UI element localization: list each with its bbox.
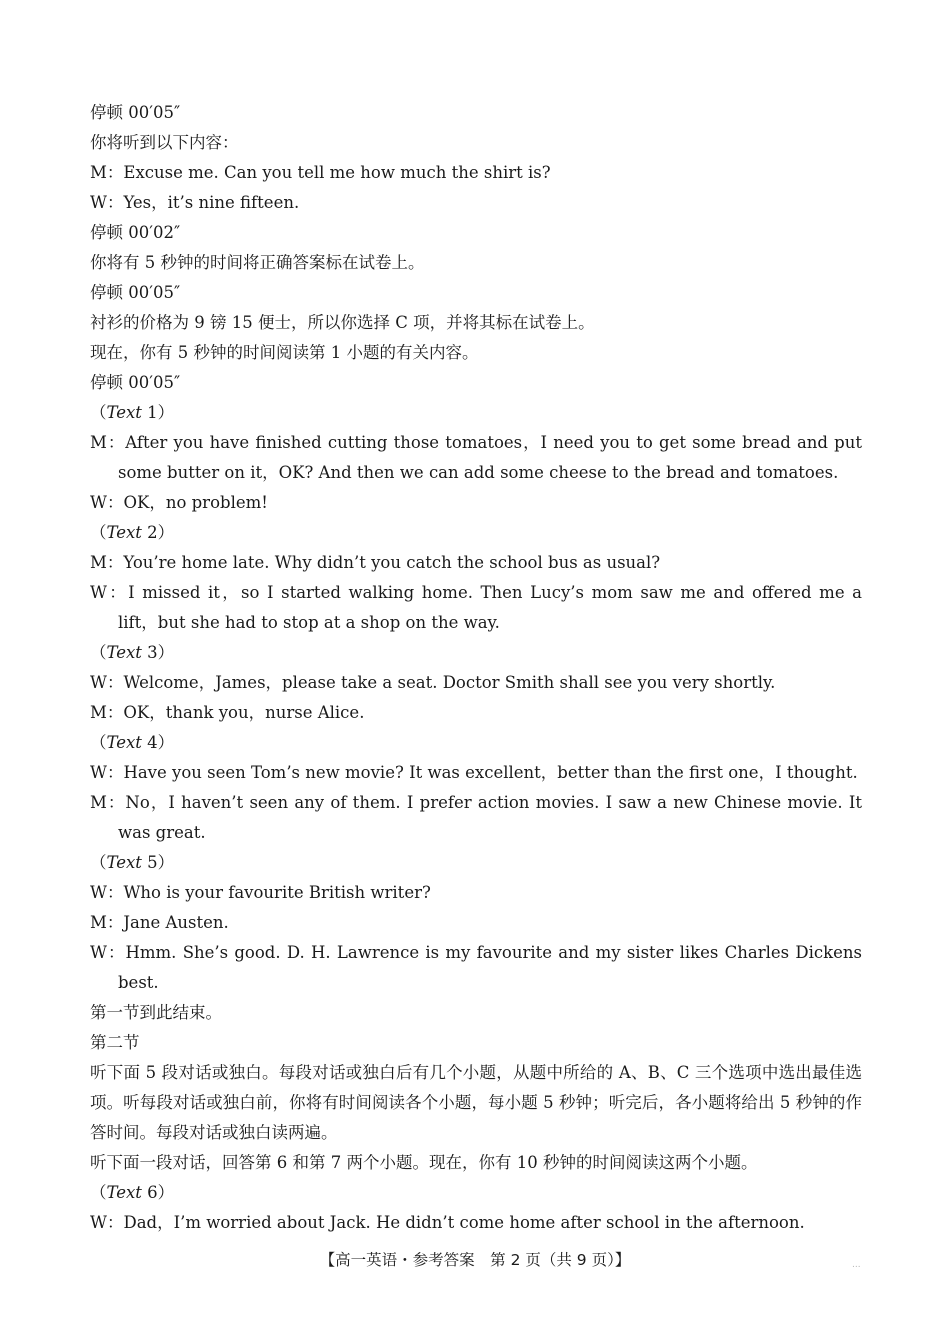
- text-label: （Text 5）: [90, 853, 175, 872]
- dialogue-line: W：I missed it，so I started walking home. Then Lucy’s mom saw me and offered me a lift，but she had to stop at a shop on the way.: [90, 583, 862, 632]
- pause-marker: 停顿 00′02″: [90, 223, 181, 242]
- section-end: 第一节到此结束。: [90, 1003, 222, 1022]
- document-body: [90, 98, 862, 1238]
- text-label-word: Text: [106, 733, 142, 752]
- instruction-line: 听下面一段对话，回答第 6 和第 7 两个小题。现在，你有 10 秒钟的时间阅读这两个小题。: [90, 1153, 758, 1172]
- dialogue-line: W：Who is your favourite British writer?: [90, 883, 431, 902]
- text-label: （Text 3）: [90, 643, 175, 662]
- text-label-word: Text: [106, 643, 142, 662]
- text-label: （Text 1）: [90, 403, 175, 422]
- section-instructions: 听下面 5 段对话或独白。每段对话或独白后有几个小题，从题中所给的 A、B、C 三个选项中选出最佳选项。听每段对话或独白前，你将有时间阅读各个小题，每小题 5 秒钟；听完后，各小题将给出 5 秒钟的作答时间。每段对话或独白读两遍。: [90, 1063, 862, 1142]
- text-label: （Text 2）: [90, 523, 175, 542]
- instruction-line: 现在，你有 5 秒钟的时间阅读第 1 小题的有关内容。: [90, 343, 479, 362]
- dialogue-line: M：After you have finished cutting those tomatoes，I need you to get some bread and put some butter on it，OK? And then we can add some cheese to the bread and tomatoes.: [90, 433, 862, 482]
- text-label-word: Text: [106, 523, 142, 542]
- instruction-line: 衬衫的价格为 9 镑 15 便士，所以你选择 C 项，并将其标在试卷上。: [90, 313, 595, 332]
- text-label-word: Text: [106, 1183, 142, 1202]
- text-label: （Text 4）: [90, 733, 175, 752]
- dialogue-line: W：Welcome，James，please take a seat. Doctor Smith shall see you very shortly.: [90, 673, 776, 692]
- dialogue-line: W：Have you seen Tom’s new movie? It was excellent，better than the first one，I thought.: [90, 763, 858, 782]
- dialogue-line: M：You’re home late. Why didn’t you catch the school bus as usual?: [90, 553, 661, 572]
- dialogue-line: M：No，I haven’t seen any of them. I prefer action movies. I saw a new Chinese movie. It was great.: [90, 793, 862, 842]
- dialogue-line: M：OK，thank you，nurse Alice.: [90, 703, 365, 722]
- text-label-word: Text: [106, 403, 142, 422]
- corner-mark: ...: [852, 1260, 861, 1270]
- dialogue-line: W：Dad，I’m worried about Jack. He didn’t come home after school in the afternoon.: [90, 1213, 805, 1232]
- text-label: （Text 6）: [90, 1183, 175, 1202]
- instruction-line: 你将有 5 秒钟的时间将正确答案标在试卷上。: [90, 253, 425, 272]
- dialogue-line: W：Yes，it’s nine fifteen.: [90, 193, 300, 212]
- instruction-line: 你将听到以下内容：: [90, 133, 239, 152]
- dialogue-line: M：Excuse me. Can you tell me how much the shirt is?: [90, 163, 551, 182]
- dialogue-line: M：Jane Austen.: [90, 913, 229, 932]
- pause-marker: 停顿 00′05″: [90, 283, 181, 302]
- section-heading: 第二节: [90, 1033, 140, 1052]
- page-footer: 【高一英语・参考答案 第 2 页（共 9 页）】: [319, 1251, 631, 1269]
- pause-marker: 停顿 00′05″: [90, 103, 181, 122]
- pause-marker: 停顿 00′05″: [90, 373, 181, 392]
- dialogue-line: W：OK，no problem!: [90, 493, 268, 512]
- text-label-word: Text: [106, 853, 142, 872]
- dialogue-line: W：Hmm. She’s good. D. H. Lawrence is my favourite and my sister likes Charles Dickens best.: [90, 943, 862, 992]
